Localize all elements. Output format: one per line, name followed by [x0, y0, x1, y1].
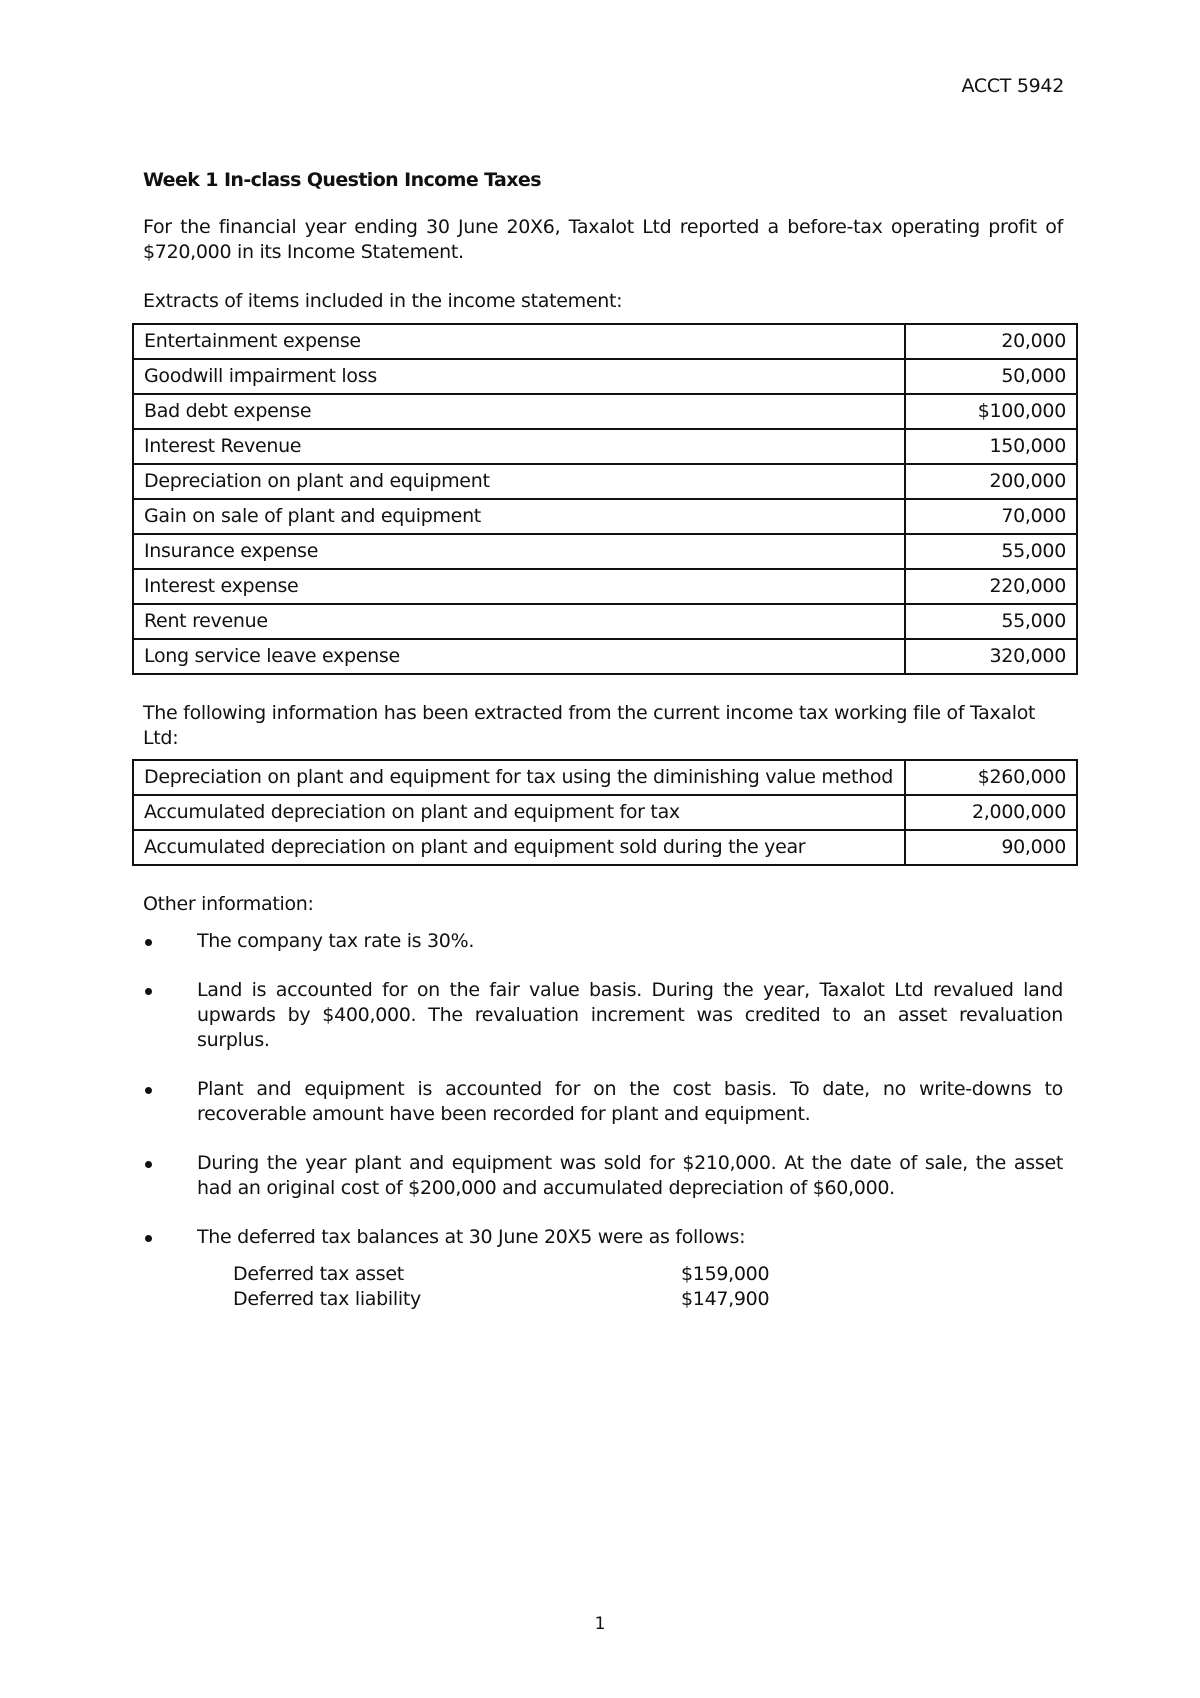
- item-label: Interest expense: [133, 569, 905, 604]
- bullet-icon: [145, 988, 152, 995]
- list-item: [143, 929, 1063, 954]
- deferred-label: Deferred tax asset: [233, 1263, 404, 1285]
- table-row: [133, 464, 1077, 499]
- item-amount: 320,000: [905, 639, 1077, 674]
- item-amount: 70,000: [905, 499, 1077, 534]
- tax-file-heading: The following information has been extracted from the current income tax working file of Taxalot Ltd:: [143, 702, 1036, 749]
- item-amount: 2,000,000: [905, 795, 1077, 830]
- item-amount: 55,000: [905, 604, 1077, 639]
- table-row: [133, 760, 1077, 795]
- course-code: ACCT 5942: [961, 75, 1064, 97]
- bullet-text: Land is accounted for on the fair value basis. During the year, Taxalot Ltd revalued land upwards by $400,000. The revaluation increment was credited to an asset revaluation surplus.: [197, 979, 1063, 1051]
- table-row: [133, 569, 1077, 604]
- deferred-row: [233, 1287, 1063, 1312]
- tax-working-table: [132, 759, 1078, 866]
- bullet-text: The company tax rate is 30%.: [197, 930, 475, 952]
- bullet-icon: [145, 939, 152, 946]
- item-amount: 55,000: [905, 534, 1077, 569]
- item-label: Accumulated depreciation on plant and equipment for tax: [133, 795, 905, 830]
- page-number: 1: [594, 1614, 606, 1634]
- bullet-text: The deferred tax balances at 30 June 20X5 were as follows:: [197, 1226, 746, 1248]
- deferred-amount: $147,900: [681, 1288, 770, 1310]
- table-row: [133, 795, 1077, 830]
- list-item: [143, 1225, 1063, 1312]
- table-row: [133, 604, 1077, 639]
- item-amount: 20,000: [905, 324, 1077, 359]
- page-title: Week 1 In-class Question Income Taxes: [143, 169, 541, 191]
- table-row: [133, 639, 1077, 674]
- item-label: Goodwill impairment loss: [133, 359, 905, 394]
- extracts-heading: Extracts of items included in the income statement:: [143, 290, 623, 312]
- item-label: Accumulated depreciation on plant and equipment sold during the year: [133, 830, 905, 865]
- table-row: [133, 429, 1077, 464]
- bullet-icon: [145, 1161, 152, 1168]
- income-statement-table: [132, 323, 1078, 675]
- item-label: Bad debt expense: [133, 394, 905, 429]
- intro-paragraph: For the financial year ending 30 June 20X6, Taxalot Ltd reported a before-tax operating profit of $720,000 in its Income Statement.: [143, 216, 1063, 263]
- item-label: Depreciation on plant and equipment: [133, 464, 905, 499]
- item-label: Depreciation on plant and equipment for tax using the diminishing value method: [133, 760, 905, 795]
- document-body: [143, 168, 1066, 1336]
- item-label: Rent revenue: [133, 604, 905, 639]
- item-amount: 90,000: [905, 830, 1077, 865]
- item-amount: 220,000: [905, 569, 1077, 604]
- bullet-text: Plant and equipment is accounted for on the cost basis. To date, no write-downs to recoverable amount have been recorded for plant and equipment.: [197, 1078, 1063, 1125]
- bullet-icon: [145, 1235, 152, 1242]
- list-item: [143, 978, 1063, 1053]
- list-item: [143, 1151, 1063, 1201]
- table-row: [133, 394, 1077, 429]
- table-row: [133, 324, 1077, 359]
- item-label: Insurance expense: [133, 534, 905, 569]
- table-row: [133, 359, 1077, 394]
- list-item: [143, 1077, 1063, 1127]
- item-amount: $260,000: [905, 760, 1077, 795]
- item-amount: 150,000: [905, 429, 1077, 464]
- deferred-label: Deferred tax liability: [233, 1288, 421, 1310]
- item-amount: $100,000: [905, 394, 1077, 429]
- table-row: [133, 499, 1077, 534]
- deferred-amount: $159,000: [681, 1263, 770, 1285]
- table-row: [133, 534, 1077, 569]
- item-amount: 50,000: [905, 359, 1077, 394]
- item-label: Entertainment expense: [133, 324, 905, 359]
- other-information-list: [143, 929, 1063, 1312]
- item-label: Long service leave expense: [133, 639, 905, 674]
- deferred-balances: [233, 1262, 1063, 1312]
- other-heading: Other information:: [143, 893, 314, 915]
- item-label: Interest Revenue: [133, 429, 905, 464]
- item-amount: 200,000: [905, 464, 1077, 499]
- bullet-text: During the year plant and equipment was sold for $210,000. At the date of sale, the asset had an original cost of $200,000 and accumulated depreciation of $60,000.: [197, 1152, 1063, 1199]
- item-label: Gain on sale of plant and equipment: [133, 499, 905, 534]
- deferred-row: [233, 1262, 1063, 1287]
- bullet-icon: [145, 1087, 152, 1094]
- table-row: [133, 830, 1077, 865]
